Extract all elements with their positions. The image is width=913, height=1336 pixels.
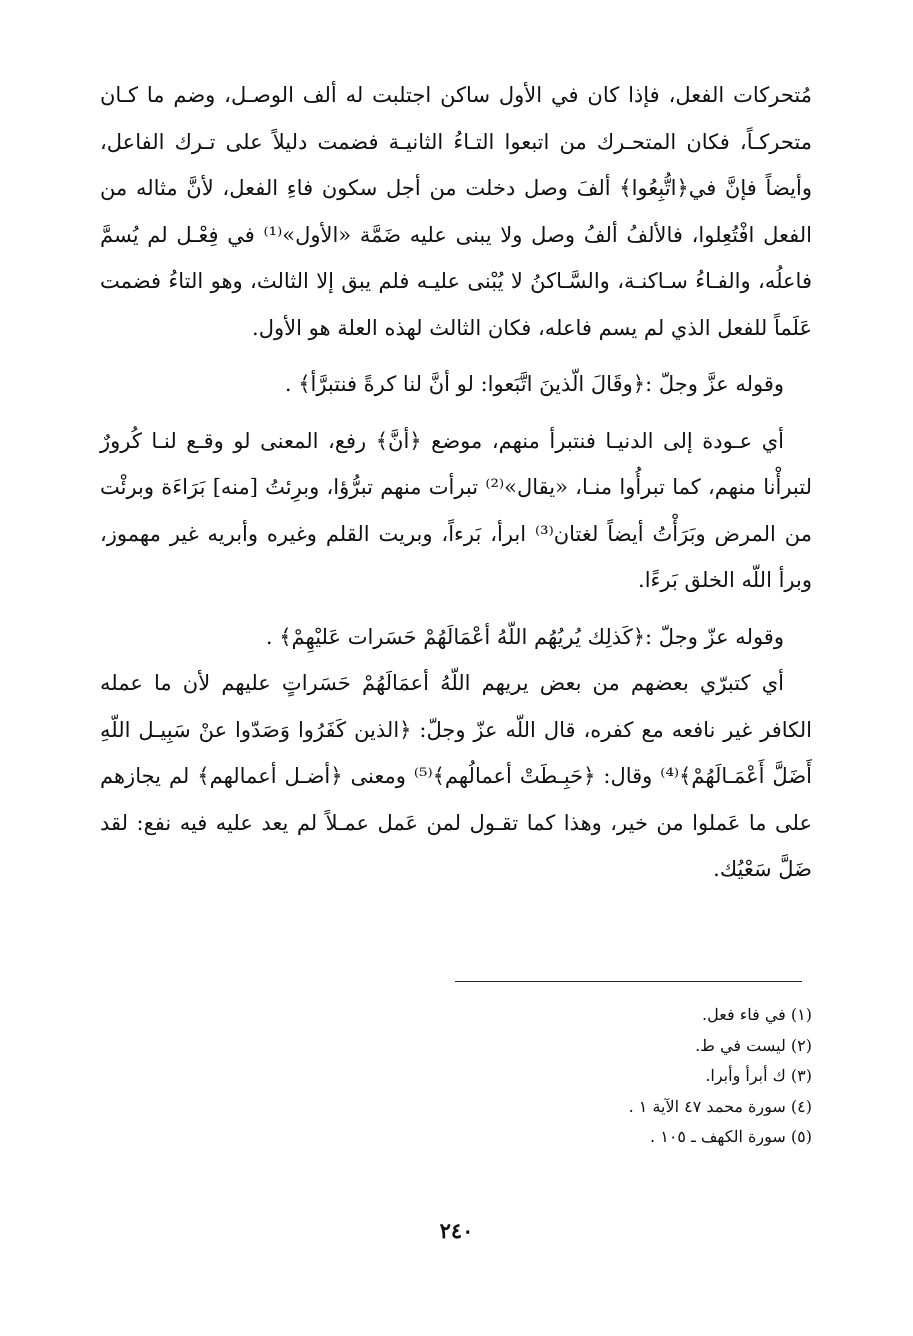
page-number: ٢٤٠: [439, 1218, 474, 1243]
footnote-divider: [455, 981, 802, 982]
footnote-3: (٣) ك أبرأ وأبرا.: [705, 1066, 812, 1085]
paragraph-4-quran-quote: وقوله عزّ وجلّ :﴿كَذلِك يُريُهُم اللّهُ أعْمَالَهُمْ حَسَرات عَليْهِمْ﴾ .: [265, 624, 784, 649]
paragraph-3: أي عـودة إلى الدنيـا فنتبرأ منهم، موضع ﴿أنَّ﴾ رفع، المعنى لو وقـع لنـا كُرورٌ لتبرأْنا منهم، كما تبرأُوا منـا، «يقال»⁽²⁾ تبرأت منهم تبرُّؤا، وبرِئتُ [منه] بَرَاءَة وبرئْت من المرض وبَرَأْتُ أيضاً لغتان⁽³⁾ ابرأ، بَرءاً، وبريت القلم وغيره وأبريه غير مهموز، وبرأ اللّه الخلق بَرءًا.: [100, 428, 812, 592]
paragraph-1: مُتحركات الفعل، فإذا كان في الأول ساكن اجتلبت له ألف الوصـل، وضم ما كـان متحركـاً، فكان المتحـرك من اتبعوا التـاءُ الثانيـة فضمت دليلاً على تـرك الفاعل، وأيضاً فإنَّ في﴿اتُّبِعُوا﴾ ألفَ وصل دخلت من أجل سكون فاءِ الفعل، لأنَّ مثاله من الفعل افْتُعِلوا، فالألفُ ألفُ وصل ولا يبنى عليه ضَمَّة «الأول»⁽¹⁾ في فِعْـل لم يُسمَّ فاعلُه، والفـاءُ سـاكنـة، والسَّـاكنُ لا يُبْنى عليـه فلم يبق إلا الثالث، وهو التاءُ فضمت عَلَماً للفعل الذي لم يسم فاعله، فكان الثالث لهذه العلة هو الأول.: [100, 83, 812, 340]
main-text: [100, 72, 812, 893]
footnote-4: (٤) سورة محمد ٤٧ الآية ١ .: [628, 1096, 812, 1116]
footnote-2: (٢) ليست في ط.: [695, 1035, 812, 1055]
footnotes: [420, 1000, 812, 1153]
footnote-1: (١) في فاء فعل.: [702, 1005, 812, 1024]
paragraph-5: أي كتبرّي بعضهم من بعض يريهم اللّهُ أعمَالَهُمْ حَسَراتٍ عليهم لأن ما عمله الكافر غير نافعه مع كفره، قال اللّه عزّ وجلّ: ﴿الذين كَفَرُوا وَصَدّوا عنْ سَبِيـل اللّهِ أَضَلَّ أَعْمَـالَهُمْ﴾⁽⁴⁾ وقال: ﴿حَبِـطَتْ أعمالُهم﴾⁽⁵⁾ ومعنى ﴿أضـل أعمالهم﴾ لم يجازهم على ما عَملوا من خير، وهذا كما تقـول لمن عَمل عمـلاً لم يعد عليه فيه نفع: لقد ضَلَّ سَعْيُك.: [100, 671, 812, 881]
paragraph-2-quran-quote: وقوله عزَّ وجلّ :﴿وقَالَ الّذينَ اتَّبَعوا: لو أنَّ لنا كرةً فنتبرَّأ﴾ .: [284, 372, 784, 396]
footnote-5: (٥) سورة الكهف ـ ١٠٥ .: [650, 1127, 812, 1146]
